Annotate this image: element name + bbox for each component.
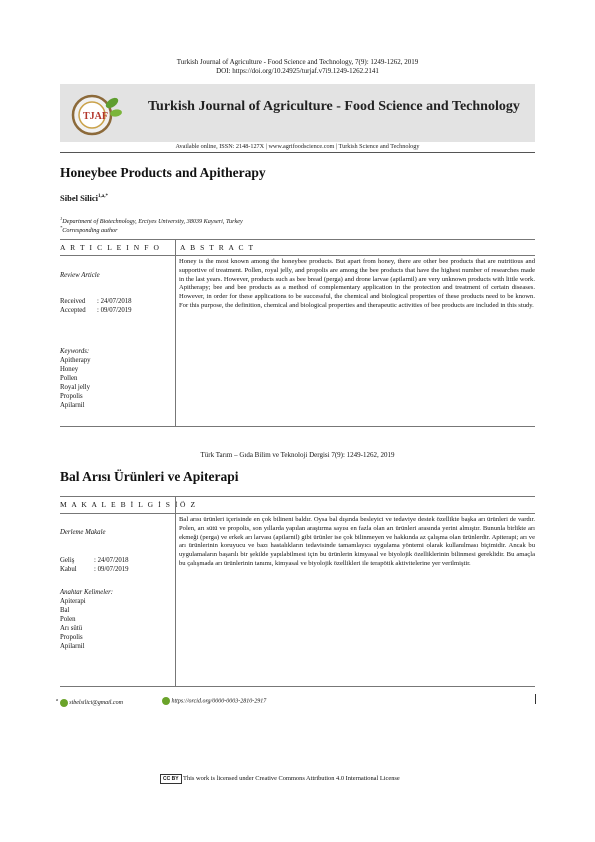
keyword: Pollen — [60, 375, 78, 382]
turkish-citation: Türk Tarım – Gıda Bilim ve Teknoloji Dergisi 7(9): 1249-1262, 2019 — [200, 451, 395, 459]
keywords-list — [60, 356, 170, 410]
column-divider — [175, 496, 176, 686]
divider — [60, 686, 535, 687]
orcid-link[interactable]: https://orcid.org/0000-0003-2810-2917 — [162, 697, 266, 705]
keyword: Propolis — [60, 393, 83, 400]
journal-title: Turkish Journal of Agriculture - Food Science and Technology — [148, 99, 520, 114]
turkish-abstract-text: Bal arısı ürünleri içerisinde en çok bilineni baldır. Oysa bal dışında besleyici ve tedaviye destek özellikte başka arı ürünleri de vardır. Polen, arı sütü ve propolis, son yıllarda yapılan araştırma sayısı en fazla olan arı ürünleri arasında yerini almıştır. Bununla birlikte arı ekmeği (perga) ve erkek arı larvası (apilarnil) gibi ürünler ise çok bilinmeyen ve hakkında az çalışma olan ürünlerdir. Apiterapi; arı ve arı ürünlerinin koruyucu ve bazı hastalıkların tedavisinde tamamlayıcı uygulama yöntemi olarak kullanılması biçimidir. Ancak bu uygulamaların başarılı bir şekilde yapılabilmesi için bu ürünlerin kimyasal ve biyolojik özelliklerinin bilinmesi gereklidir. Bu amaçla bu çalışmada arı ürünlerinin tanımı, kimyasal ve biyolojik özellikleri ile terapötik aktivitelerine yer verilmiştir. — [179, 516, 535, 567]
turkish-keywords-label: Anahtar Kelimeler: — [60, 589, 114, 596]
turkish-article-dates — [60, 556, 129, 574]
column-divider — [175, 239, 176, 426]
article-info-column — [60, 271, 170, 410]
divider — [60, 426, 535, 427]
turkish-keywords-list — [60, 597, 170, 651]
turkish-article-info-heading: M A K A L E B İ L G İ S İ — [60, 500, 180, 509]
accepted-date: : 09/07/2019 — [94, 566, 129, 573]
article-info-heading: A R T I C L E I N F O — [60, 243, 161, 252]
abstract-text: Honey is the most known among the honeybee products. But apart from honey, there are other bee products that are nutritious and supportive of treatment. Pollen, royal jelly, and propolis are among the bee products that have the highest number of researches made in the last years. However, products such as bee bread (perga) and drone larvae (apilarnil) are very unknown products with little work. Apitherapy; bee and bee products as a method of complementary application in the protection and treatment of certain diseases. However, in order for these applications to be successful, the chemical and biological properties of these products need to be known. For this purpose, the definition, chemical and biological properties and therapeutic activities of bee products are included in this study. — [179, 258, 535, 309]
keywords-label: Keywords: — [60, 348, 90, 355]
received-date: : 24/07/2018 — [97, 298, 132, 305]
article-title: Honeybee Products and Apitherapy — [60, 165, 266, 180]
divider — [60, 152, 535, 153]
svg-text:TJAF: TJAF — [83, 111, 108, 122]
license-text: This work is licensed under Creative Commons Attribution 4.0 International License — [183, 775, 400, 782]
received-label: Received — [60, 298, 86, 305]
turkish-abstract-heading: Ö Z — [180, 500, 197, 509]
keyword: Royal jelly — [60, 384, 91, 391]
received-date: : 24/07/2018 — [94, 557, 129, 564]
keyword: Apilarnil — [60, 643, 85, 650]
email-contact[interactable]: $^a$ sibelsilici@gmail.com — [56, 697, 123, 706]
accepted-label: Accepted — [60, 307, 86, 314]
license-line — [160, 774, 400, 784]
keyword: Apitherapy — [60, 357, 91, 364]
keyword: Polen — [60, 616, 76, 623]
author-name: Sibel Silici$^{1,a,*}$ — [60, 193, 109, 203]
affiliation: $^1$Department of Biotechnology, Erciyes University, 38039 Kayseri, Turkey — [60, 216, 243, 226]
email-icon — [60, 699, 68, 707]
turkish-title: Bal Arısı Ürünleri ve Apiterapi — [60, 469, 239, 484]
journal-logo — [64, 89, 126, 139]
article-dates — [60, 297, 132, 315]
divider — [60, 513, 535, 514]
abstract-heading: A B S T R A C T — [180, 243, 255, 252]
keyword: Honey — [60, 366, 79, 373]
turkish-article-info-column — [60, 528, 170, 651]
corresponding-author: *Corresponding author — [60, 225, 118, 235]
doi-link[interactable]: DOI: https://doi.org/10.24925/turjaf.v7i9.1249-1262.2141 — [216, 67, 379, 75]
accepted-label: Kabul — [60, 566, 77, 573]
received-label: Geliş — [60, 557, 75, 564]
divider — [60, 239, 535, 240]
availability-line: Available online, ISSN: 2148-127X | www.agrifoodscience.com | Turkish Science and Technology — [175, 143, 420, 150]
cc-by-icon[interactable]: CC BY — [160, 774, 182, 784]
keyword: Apilarnil — [60, 402, 85, 409]
divider — [60, 255, 535, 256]
accepted-date: : 09/07/2019 — [97, 307, 132, 314]
keyword: Arı sütü — [60, 625, 83, 632]
keyword: Bal — [60, 607, 70, 614]
turkish-article-type: Derleme Makale — [60, 529, 106, 536]
keyword: Propolis — [60, 634, 83, 641]
divider — [60, 496, 535, 497]
journal-citation: Turkish Journal of Agriculture - Food Science and Technology, 7(9): 1249-1262, 2019 — [176, 58, 419, 66]
article-type: Review Article — [60, 272, 100, 279]
footer-marker — [535, 694, 536, 704]
orcid-icon — [162, 697, 170, 705]
keyword: Apiterapi — [60, 598, 86, 605]
